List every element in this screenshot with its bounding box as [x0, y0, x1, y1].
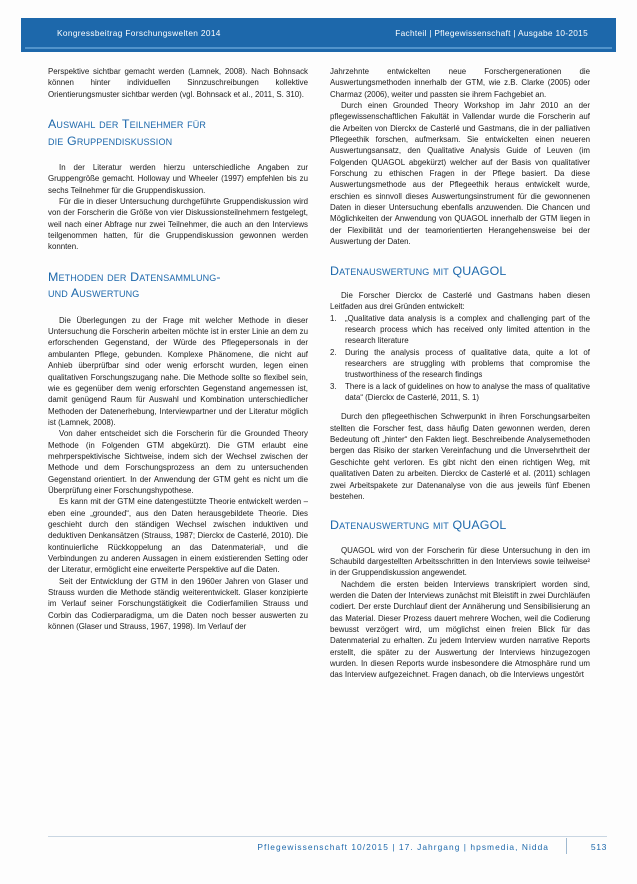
footer-vertical-divider	[566, 838, 567, 854]
footer-journal-info: Pflegewissenschaft 10/2015 | 17. Jahrgang | hpsmedia, Nidda	[257, 842, 549, 852]
paragraph: Jahrzehnte entwickelten neue Forschergenerationen die Auswertungsmethoden innerhalb der GTM, wie z.B. Clarke (2005) oder Charmaz (2006), weiter und passten sie ihrem Fachgebiet an.	[330, 67, 590, 99]
paragraph: Es kann mit der GTM eine datengestützte Theorie entwickelt werden – eben eine „grounded“, aus den Daten herausgebildete Theorie. Dies geschieht durch den ständigen Wechsel zwischen induktiven und deduktiven Denkansätzen (Strauss, 1987; Dierckx de Casterlé, 2010). Die kontinuierliche Rückkoppelung an das Datenmaterial¹, und die Verbindungen zu anderen Aussagen in einem existierenden Setting oder der Literatur, ermöglicht eine erweiterte Perspektive auf die Daten.	[48, 497, 308, 575]
list-item: During the analysis process of qualitative data, quite a lot of researchers are struggling with problems that compromise the trustworthiness of the research findings	[345, 347, 590, 380]
right-column	[330, 66, 590, 826]
paragraph: In der Literatur werden hierzu unterschiedliche Angaben zur Gruppengröße gemacht. Holloway und Wheeler (1997) empfehlen bis zu sechs Teilnehmer für die Gruppendiskussion.	[48, 163, 308, 195]
quotation-list	[330, 313, 590, 404]
section-heading-line: die Gruppendiskussion	[48, 133, 173, 148]
section-heading-line: Datenauswertung mit QUAGOL	[330, 263, 507, 278]
article-columns	[48, 66, 590, 826]
section-heading-datenauswertung-2	[330, 517, 590, 534]
section-heading-datenauswertung-1	[330, 263, 590, 280]
page-footer	[48, 842, 607, 858]
section-heading-methoden	[48, 269, 308, 302]
section-heading-line: Methoden der Datensammlung-	[48, 269, 221, 284]
header-right-text: Fachteil | Pflegewissenschaft | Ausgabe 10-2015	[395, 28, 588, 38]
paragraph: Von daher entscheidet sich die Forscherin für die Grounded Theory Methode (in Folgenden GTM abgekürzt). Die GTM erlaubt eine mehrperspektivische Sichtweise, indem sich der Wechsel zwischen der Methode und dem Forschungsprozess an dem zu untersuchenden Gegenstand orientiert. In der Anwendung der GTM geht es nicht um die Überprüfung einer Forschungshypothese.	[48, 429, 308, 495]
left-column	[48, 66, 308, 826]
list-item: „Qualitative data analysis is a complex and challenging part of the research process which has received only limited attention in the research literature	[345, 313, 590, 346]
footer-divider-rule	[48, 836, 607, 837]
running-header-bar	[21, 18, 616, 52]
header-left-text: Kongressbeitrag Forschungswelten 2014	[57, 28, 221, 38]
paragraph: Nachdem die ersten beiden Interviews transkripiert worden sind, werden die Daten der Interviews zunächst mit Bleistift in zwei Durchläufen codiert. Der erste Durchlauf dient der Annäherung und Sensibilisierung an das Material. Dieser Prozess dauert mehrere Wochen, weil die Codierung bewusst verzögert wird, um möglichst einen freien Blick für das Datenmaterial zu erhalten. Zu jedem Interview wurden narrative Reports erstellt, die später zu der Auswertung der Interviews hinzugezogen wurden. In diesen Reports wurde insbesondere die Atmosphäre rund um das Interview aufgezeichnet. Fragen danach, ob die Interviews ungestört	[330, 579, 590, 680]
paragraph: Die Forscher Dierckx de Casterlé und Gastmans haben diesen Leitfaden aus drei Gründen entwickelt:	[330, 291, 590, 312]
paragraph: Für die in dieser Untersuchung durchgeführte Gruppendiskussion wird von der Forscherin die Größe von vier Diskussionsteilnehmern festgelegt, weil nach einer Abfrage nur zwei Teilnehmer, die auch an den Interviews teilgenommen hatten, für die Gruppendiskussion gewonnen werden konnten.	[48, 197, 308, 252]
page-number: 513	[590, 842, 607, 852]
running-header-content	[57, 18, 588, 48]
section-heading-line: Datenauswertung mit QUAGOL	[330, 518, 507, 533]
section-heading-line: und Auswertung	[48, 286, 140, 301]
paragraph: Durch einen Grounded Theory Workshop im Jahr 2010 an der pflegewissenschaftlichen Fakultät in Vallendar wurde die Forscherin auf die Arbeiten von Dierckx de Casterlé und Gastmans, die in der palliativen Pflegeethik forschen, aufmerksam. Sie entwickelten einen neueren Auswertungsansatz, den Qualitative Analysis Guide of Leuven (im Folgenden QUAGOL abgekürzt) welcher auf der Basis von qualitativer Forschung zu ethischen Fragen in der Pflege basiert. Da diese Auswertungsmethode aus der Pflegeethik heraus entwickelt wurde, erschien es sinnvoll dieses Auswertungsinstrument für die gewonnenen Daten in dieser Untersuchung ebenfalls anzuwenden. Die Chancen und Möglichkeiten der Anwendung von QUAGOL innerhalb der GTM liegen in der Flexibilität und der teamorientierten Herangehensweise bei der Auswertung der Daten.	[330, 101, 590, 247]
paragraph: Durch den pflegeethischen Schwerpunkt in ihren Forschungsarbeiten stellten die Forscher fest, dass häufig Daten gewonnen werden, deren Bedeutung oft „hinter“ den Fakten liegt. Beschreibende Analysemethoden bergen das Risiko der starken Vereinfachung und die Unversehrtheit der Geschichte geht verloren. Es gibt nicht den einen richtigen Weg, mit qualitativen Daten zu arbeiten. Dierckx de Casterlé et al. (2011) schlagen zwei Arbeitspakete zur Datenanalyse von die aus jeweils fünf Ebenen bestehen.	[330, 412, 590, 501]
list-item: There is a lack of guidelines on how to analyse the mass of qualitative data“ (Dierckx de Casterlé, 2011, S. 1)	[345, 381, 590, 403]
paragraph: Die Überlegungen zu der Frage mit welcher Methode in dieser Untersuchung die Forscherin arbeiten möchte ist in erster Linie an dem zu erforschenden Gegenstand, der Würde des Pflegepersonals in der ambulanten Pflege, gebunden. Komplexe Phänomene, die nicht auf Anhieb überprüfbar sind oder wenig erforscht wurden, legen einen qualitativen Forschungszugang nahe. Die Methode sollte so flexibel sein, wie es gegenüber dem wenig erforschten Gegenstand angemessen ist, damit genügend Raum für Auswahl und Kombination unterschiedlicher Methoden der Datenerhebung, Interviewpartner und der Literatur möglich ist (Lamnek, 2008).	[48, 315, 308, 427]
section-heading-auswahl	[48, 116, 308, 149]
paragraph: Seit der Entwicklung der GTM in den 1960er Jahren von Glaser und Strauss wurden die Methode ständig weiterentwickelt. Glaser konzipierte im Verlauf seiner Forschungstätigkeit die Codierfamilien Strauss und Corbin das Codierparadigma, um die Daten noch besser auswerten zu können (Glaser und Strauss, 1967, 1998). Im Verlauf der	[48, 576, 308, 632]
section-heading-line: Auswahl der Teilnehmer für	[48, 117, 207, 132]
paragraph: QUAGOL wird von der Forscherin für diese Untersuchung in den im Schaubild dargestellten Arbeitsschritten in den Interviews sowie teilweise² in der Gruppendiskussion angewendet.	[330, 545, 590, 578]
paragraph: Perspektive sichtbar gemacht werden (Lamnek, 2008). Nach Bohnsack können hinter individuellen Sinnzuschreibungen kollektive Orientierungsmuster sichtbar werden (vgl. Bohnsack et al., 2011, S. 310).	[48, 67, 308, 99]
